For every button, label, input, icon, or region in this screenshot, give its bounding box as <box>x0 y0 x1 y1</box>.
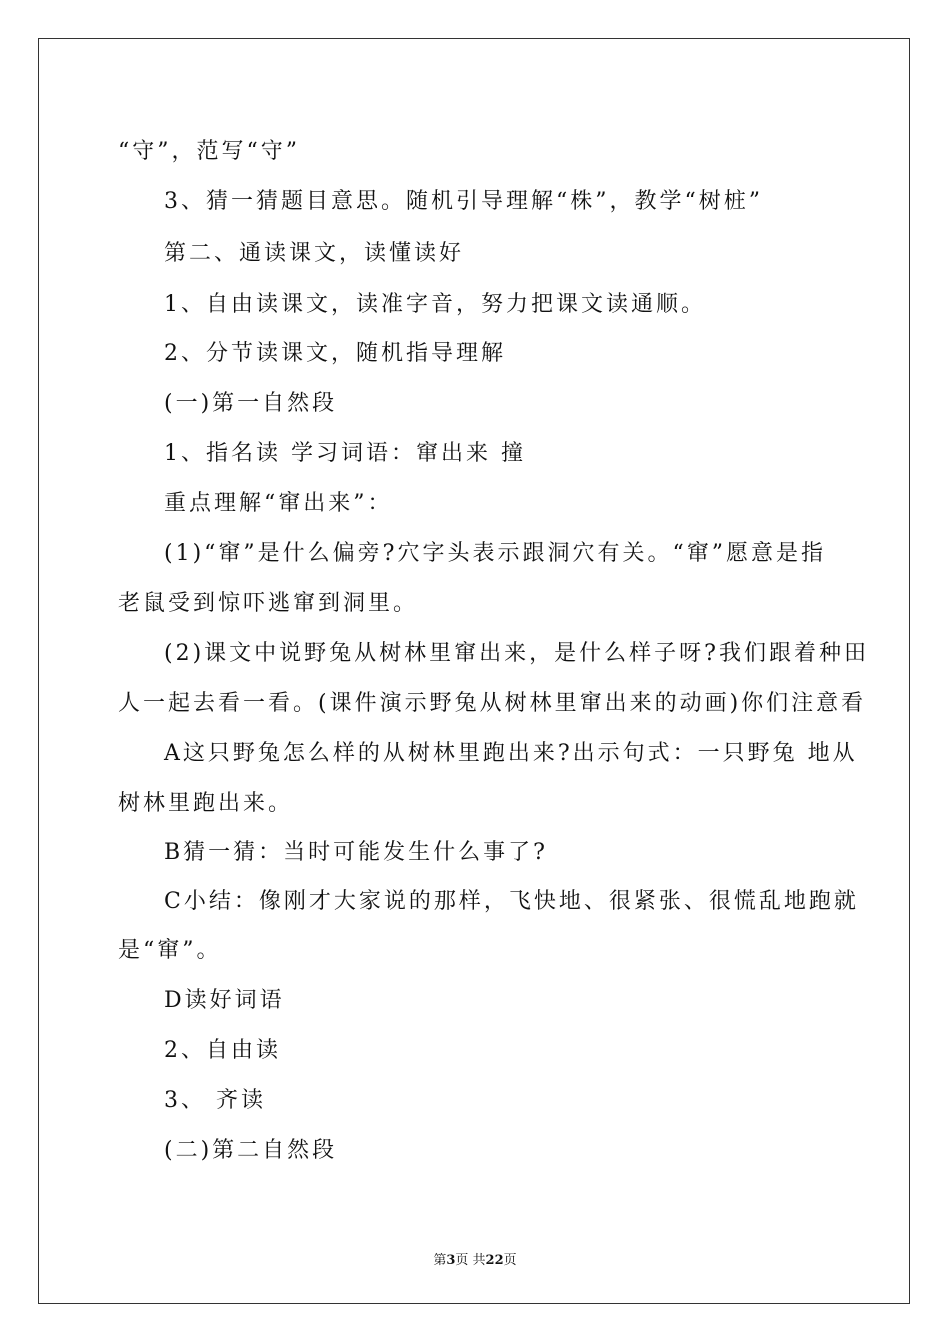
text-line: C小结：像刚才大家说的那样，飞快地、很紧张、很慌乱地跑就 <box>164 889 859 914</box>
text-line: 人一起去看一看。(课件演示野兔从树林里窜出来的动画)你们注意看 <box>118 691 867 716</box>
text-line: D读好词语 <box>164 988 285 1013</box>
text-line: 2、自由读 <box>164 1038 281 1063</box>
text-line: 1、自由读课文，读准字音，努力把课文读通顺。 <box>164 292 706 317</box>
text-line: 是“窜”。 <box>118 938 222 963</box>
text-line: B猜一猜：当时可能发生什么事了? <box>164 840 548 865</box>
page-number: 3 <box>446 1253 456 1268</box>
text-line: (2)课文中说野兔从树林里窜出来，是什么样子呀?我们跟着种田 <box>164 641 869 666</box>
footer-prefix: 第 <box>433 1253 447 1268</box>
footer-middle: 页 共 <box>455 1253 486 1268</box>
section-heading: (一)第一自然段 <box>164 391 338 416</box>
text-line: 3、 齐读 <box>164 1088 266 1113</box>
text-line: 1、指名读 学习词语：窜出来 撞 <box>164 441 526 466</box>
text-line: A这只野兔怎么样的从树林里跑出来?出示句式：一只野兔 地从 <box>164 741 858 766</box>
text-line: 3、猜一猜题目意思。随机引导理解“株”，教学“树桩” <box>164 189 763 214</box>
text-line: 2、分节读课文，随机指导理解 <box>164 341 506 366</box>
text-line: 重点理解“窜出来”： <box>164 491 393 516</box>
text-line: “守”，范写“守” <box>118 139 300 164</box>
text-line: (1)“窜”是什么偏旁?穴字头表示跟洞穴有关。“窜”愿意是指 <box>164 541 826 566</box>
section-heading: (二)第二自然段 <box>164 1138 338 1163</box>
page-footer <box>0 1249 950 1268</box>
text-line: 第二、通读课文，读懂读好 <box>164 241 465 266</box>
page-total: 22 <box>485 1253 504 1268</box>
text-line: 树林里跑出来。 <box>118 791 294 816</box>
page-border <box>38 38 910 1304</box>
footer-suffix: 页 <box>503 1253 517 1268</box>
text-line: 老鼠受到惊吓逃窜到洞里。 <box>118 591 419 616</box>
